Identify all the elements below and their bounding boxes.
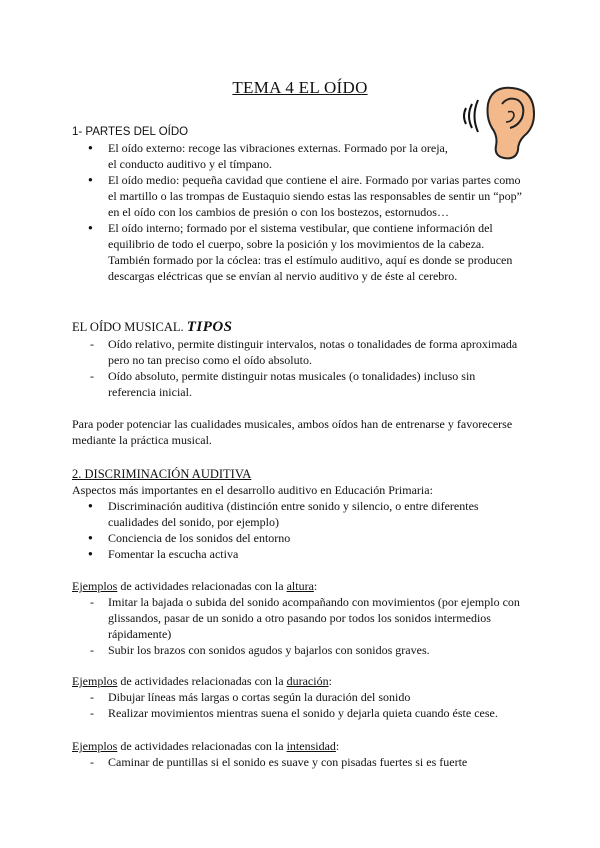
list-item: - Oído relativo, permite distinguir intervalos, notas o tonalidades de forma aproximada pero no tan preciso como el oído absoluto. <box>72 336 532 368</box>
examples-heading: Ejemplos de actividades relacionadas con la intensidad: <box>72 739 340 753</box>
section-heading: 2. DISCRIMINACIÓN AUDITIVA <box>72 467 252 481</box>
list-item: - Caminar de puntillas si el sonido es suave y con pisadas fuertes si es fuerte <box>72 754 532 770</box>
paragraph: Para poder potenciar las cualidades musicales, ambos oídos han de entrenarse y favorecerse mediante la práctica musical. <box>72 417 513 447</box>
list-item: - Realizar movimientos mientras suena el sonido y dejarla quieta cuando éste cese. <box>72 705 532 721</box>
examples-heading: Ejemplos de actividades relacionadas con la altura: <box>72 579 318 593</box>
examples-list <box>72 594 532 658</box>
section-oido-musical <box>72 318 532 448</box>
list-item: ● El oído medio: pequeña cavidad que contiene el aire. Formado por varias partes como el martillo o las trompas de Eustaquio siendo estas las responsables de sentir un “pop” en el oído con los cambios de presión o con los bostezos, estornudos… <box>72 172 532 220</box>
list-item: - Imitar la bajada o subida del sonido acompañando con movimientos (por ejemplo con glissandos, pasar de un sonido a otro pasando por todos los sonidos intermedios rápidamente) <box>72 594 532 642</box>
examples-list <box>72 754 532 770</box>
list-item: - Dibujar líneas más largas o cortas según la duración del sonido <box>72 689 532 705</box>
tipos-heading: TIPOS <box>186 319 233 335</box>
list-item: ● Discriminación auditiva (distinción entre sonido y silencio, o entre diferentes cualidades del sonido, por ejemplo) <box>72 498 532 530</box>
section-heading: EL OÍDO MUSICAL. <box>72 320 184 334</box>
section-discriminacion <box>72 466 532 562</box>
page-title: TEMA 4 EL OÍDO <box>232 78 368 97</box>
examples-duracion <box>72 673 532 721</box>
examples-intensidad <box>72 738 532 770</box>
aspectos-list <box>72 498 532 562</box>
section-partes <box>72 124 532 284</box>
section-intro: Aspectos más importantes en el desarrollo auditivo en Educación Primaria: <box>72 483 433 497</box>
examples-altura <box>72 578 532 658</box>
list-item: ● El oído interno; formado por el sistema vestibular, que contiene información del equilibrio de todo el cuerpo, sobre la posición y los movimientos de la cabeza. También formado por la cóclea: tras el estímulo auditivo, aquí es donde se producen descargas eléctricas que se envían al nervio auditivo y de éste al cerebro. <box>72 220 532 284</box>
section-heading: 1- PARTES DEL OÍDO <box>72 126 189 138</box>
list-item: ● Conciencia de los sonidos del entorno <box>72 530 532 546</box>
list-item: - Oído absoluto, permite distinguir notas musicales (o tonalidades) incluso sin referencia inicial. <box>72 368 532 400</box>
list-item: ● Fomentar la escucha activa <box>72 546 532 562</box>
examples-heading: Ejemplos de actividades relacionadas con la duración: <box>72 674 332 688</box>
partes-list <box>72 140 532 284</box>
tipos-list <box>72 336 532 400</box>
list-item: ● El oído externo: recoge las vibraciones externas. Formado por la oreja, el conducto auditivo y el tímpano. <box>72 140 532 172</box>
list-item: - Subir los brazos con sonidos agudos y bajarlos con sonidos graves. <box>72 642 532 658</box>
examples-list <box>72 689 532 721</box>
